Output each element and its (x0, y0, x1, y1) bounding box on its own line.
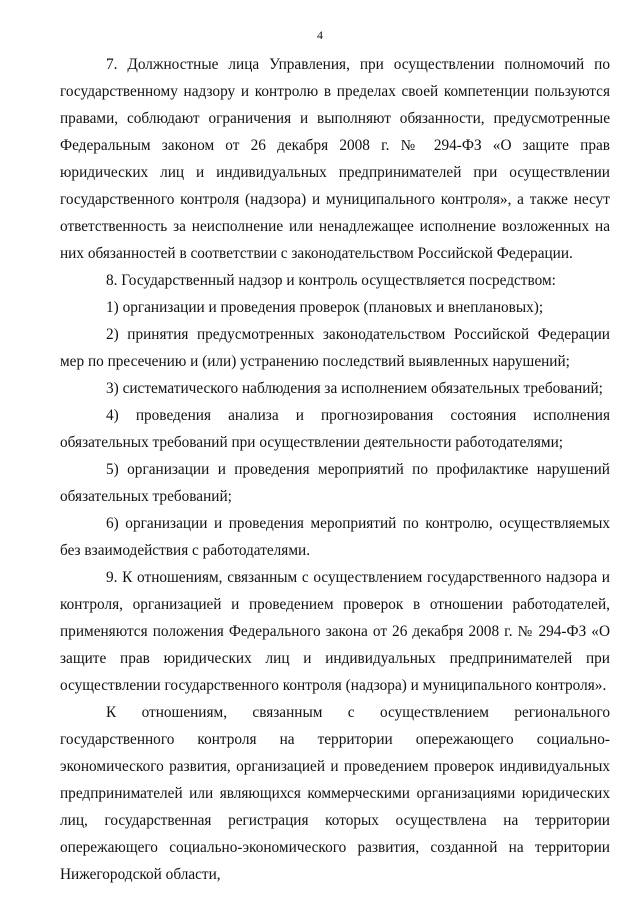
list-item-prevention: 5) организации и проведения мероприятий по профилактике нарушений обязательных требований; (60, 461, 610, 505)
list-item-inspections: 1) организации и проведения проверок (плановых и внеплановых); (106, 299, 544, 316)
paragraph-7-officials-rights: 7. Должностные лица Управления, при осуществлении полномочий по государственному надзору и контролю в пределах своей компетенции пользуются правами, соблюдают ограничения и выполняют обязанности, предусмотренные Федеральным законом от 26 декабря 2008 г. № 294-ФЗ «О защите прав юридических лиц и индивидуальных предпринимателей при осуществлении государственного контроля (надзора) и муниципального контроля», а также несут ответственность за неисполнение или ненадлежащее исполнение возложенных на них обязанностей в соответствии с законодательством Российской Федерации. (60, 56, 610, 262)
paragraph-8-supervision-means: 8. Государственный надзор и контроль осуществляется посредством: (106, 272, 556, 289)
page-number: 4 (317, 28, 323, 42)
list-item-analysis: 4) проведения анализа и прогнозирования состояния исполнения обязательных требований при осуществлении деятельности работодателями; (60, 407, 610, 451)
list-item-measures: 2) принятия предусмотренных законодательством Российской Федерации мер по пресечению и (или) устранению последствий выявленных нарушений; (60, 326, 610, 370)
list-item-observation: 3) систематического наблюдения за исполнением обязательных требований; (106, 380, 603, 397)
document-body (60, 51, 610, 888)
paragraph-regional-control: К отношениям, связанным с осуществлением регионального государственного контроля на территории опережающего социально-экономического развития, организацией и проведением проверок индивидуальных предпринимателей или являющихся коммерческими организациями юридических лиц, государственная регистрация которых осуществлена на территории опережающего социально-экономического развития, созданной на территории Нижегородской области, (60, 704, 610, 883)
list-item-control-without-interaction: 6) организации и проведения мероприятий по контролю, осуществляемых без взаимодействия с работодателями. (60, 515, 610, 559)
paragraph-9-applicable-law: 9. К отношениям, связанным с осуществлением государственного надзора и контроля, организацией и проведением проверок в отношении работодателей, применяются положения Федерального закона от 26 декабря 2008 г. № 294-ФЗ «О защите прав юридических лиц и индивидуальных предпринимателей при осуществлении государственного контроля (надзора) и муниципального контроля». (60, 569, 610, 694)
